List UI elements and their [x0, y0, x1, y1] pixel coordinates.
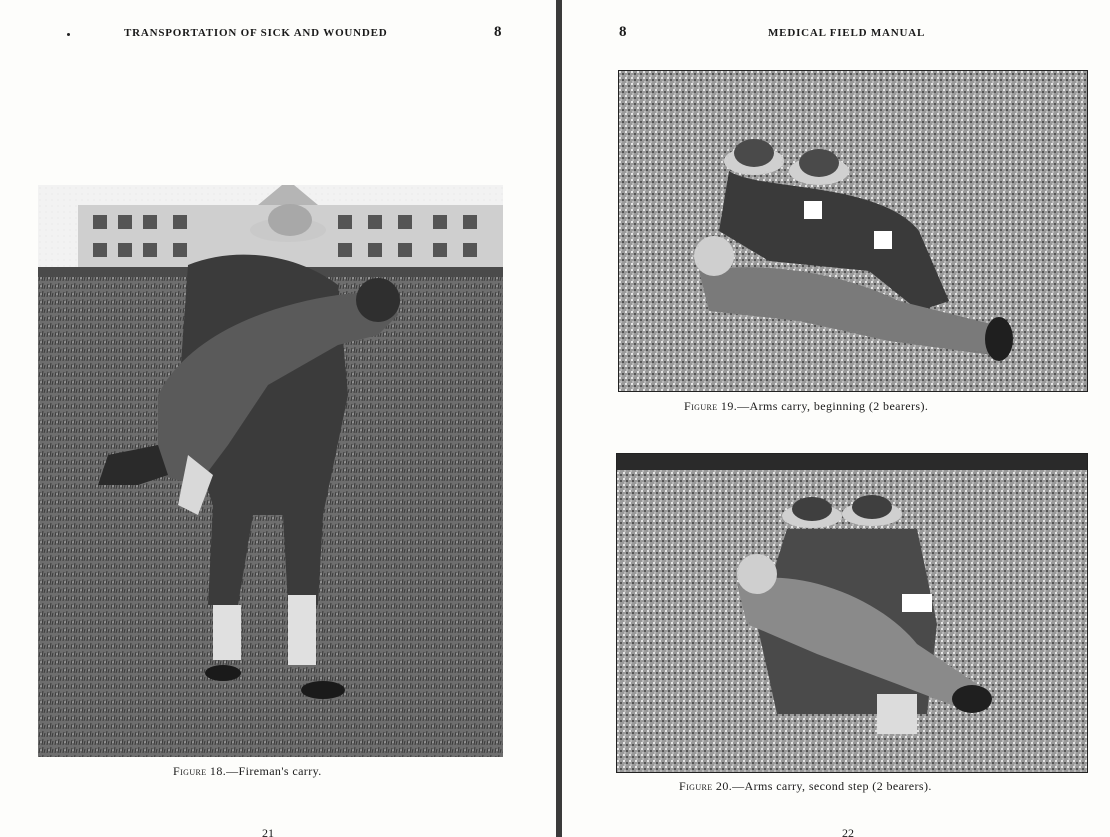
arms-carry-beginning-illustration	[619, 71, 1087, 391]
figure-20-photo	[616, 453, 1088, 773]
figure-18-photo	[38, 185, 503, 757]
left-page-number: 8	[494, 24, 502, 40]
right-running-head: MEDICAL FIELD MANUAL	[768, 27, 926, 39]
figure-19-label: Figure 19.	[684, 399, 738, 413]
figure-20-label: Figure 20.	[679, 779, 733, 793]
figure-20-caption	[679, 779, 932, 794]
figure-18-label: Figure 18.	[173, 764, 227, 778]
right-page-number: 8	[619, 24, 627, 40]
figure-19-photo	[618, 70, 1088, 392]
right-folio: 22	[842, 826, 854, 837]
figure-19-caption	[684, 399, 928, 414]
figure-19-text: —Arms carry, beginning (2 bearers).	[737, 399, 929, 413]
figure-18-text: —Fireman's carry.	[226, 764, 322, 778]
right-page	[562, 0, 1110, 837]
fireman-carry-illustration	[38, 185, 503, 757]
left-folio: 21	[262, 826, 274, 837]
figure-18-caption	[173, 764, 322, 779]
left-running-head: TRANSPORTATION OF SICK AND WOUNDED	[124, 27, 388, 39]
arms-carry-second-step-illustration	[617, 454, 1087, 772]
print-speck	[67, 33, 70, 36]
figure-20-text: —Arms carry, second step (2 bearers).	[732, 779, 932, 793]
